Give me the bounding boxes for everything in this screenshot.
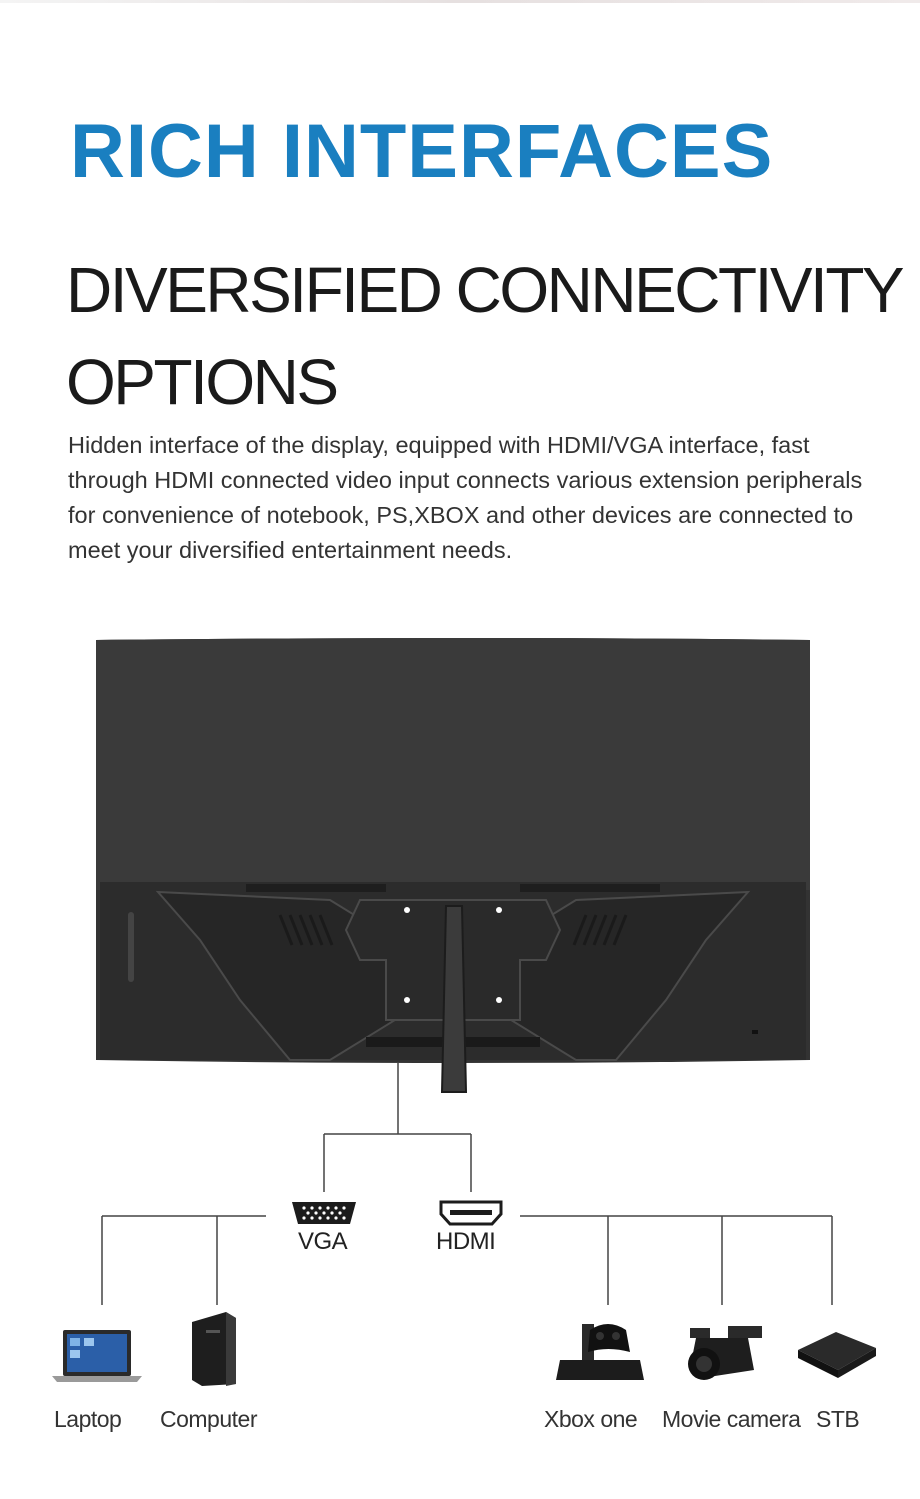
connectivity-diagram: [0, 600, 920, 1499]
top-divider: [0, 0, 920, 3]
stb-label: STB: [816, 1406, 860, 1432]
hdmi-port-icon: [441, 1202, 501, 1224]
laptop-label: Laptop: [54, 1406, 122, 1432]
console-icon: [556, 1324, 644, 1380]
xbox-label: Xbox one: [544, 1406, 638, 1432]
laptop-icon: [52, 1330, 142, 1382]
vga-port-icon: [292, 1202, 356, 1224]
vga-label: VGA: [298, 1228, 348, 1255]
movie-camera-label: Movie camera: [662, 1406, 801, 1432]
connection-lines: [102, 1062, 832, 1305]
diagram-graphics: [0, 600, 920, 1499]
movie-camera-icon: [688, 1326, 762, 1380]
page-title: RICH INTERFACES: [70, 109, 774, 194]
page-subtitle: DIVERSIFIED CONNECTIVITY OPTIONS: [66, 254, 901, 418]
computer-label: Computer: [160, 1406, 257, 1432]
description-text: Hidden interface of the display, equipped with HDMI/VGA interface, fast through HDMI connected video input connects various extension peripherals for convenience of notebook, PS,XBOX and other devices are connected to meet your diversified entertainment needs.: [68, 432, 863, 563]
hdmi-label: HDMI: [436, 1228, 496, 1255]
monitor-back-image: [96, 638, 810, 1092]
set-top-box-icon: [798, 1332, 876, 1378]
computer-icon: [192, 1312, 236, 1386]
